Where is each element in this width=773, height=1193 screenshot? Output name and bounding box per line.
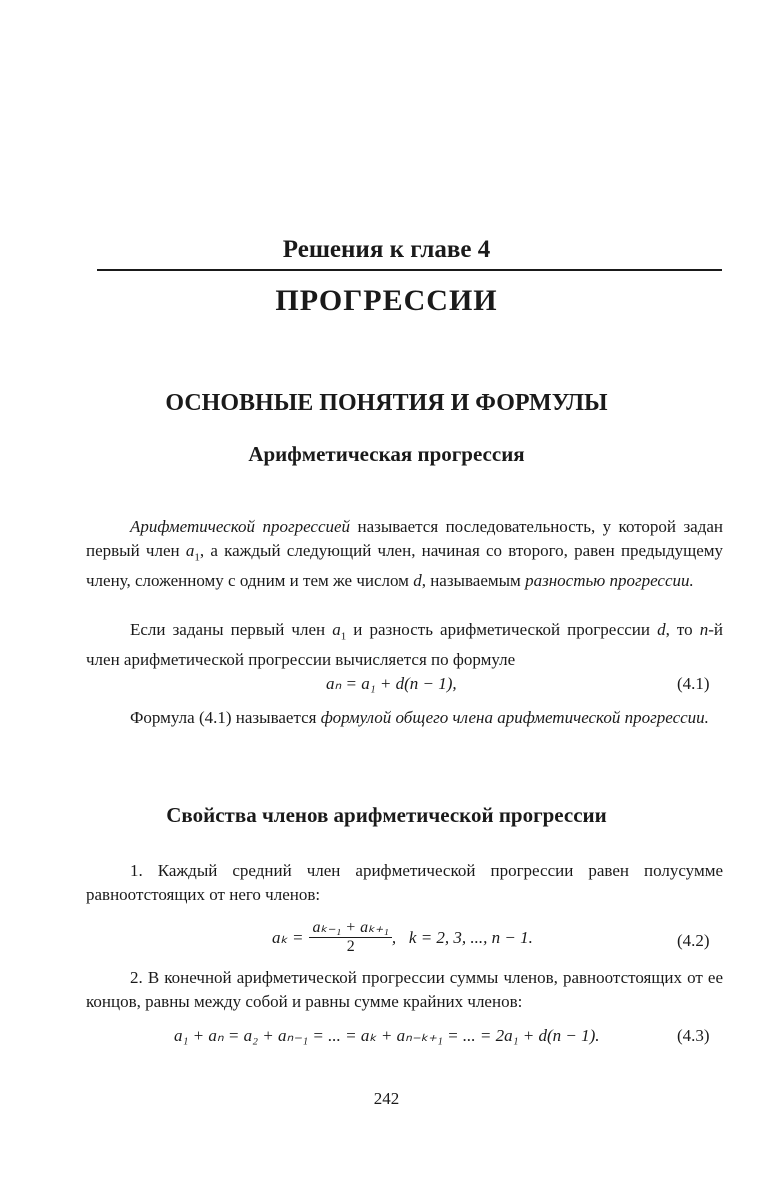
sub-1: 1 [194,551,200,564]
term-arithmetic-progression: Арифметической прогрессией [130,517,351,536]
para1-text2: , а каждый следующий член, начиная со второго, равен предыдущему члену, сложенному с одним и тем же числом [86,541,723,591]
chapter-heading: Решения к главе 4 [282,236,491,263]
var-n: n [699,620,709,639]
chapter-title: ПРОГРЕССИИ [275,284,498,317]
var-a1: a [185,541,195,560]
var-a: a [332,620,341,639]
formula-4-3-number: (4.3) [677,1026,710,1045]
section2-title: Свойства членов арифметической прогрессии [166,803,607,827]
formula-4-2-condition: , k = 2, 3, ..., n − 1. [391,927,533,947]
para3-text1: Формула (4.1) называется [130,708,321,727]
property-2: 2. В конечной арифметической прогрессии суммы членов, равноотстоящих от ее концов, равны между собой и равны сумме крайних членов: [86,968,723,1011]
formula-4-1-number: (4.1) [677,674,710,693]
paragraph-definition [86,515,723,593]
para2-text3: , то [665,620,700,639]
fraction [309,919,391,956]
paragraph-formula-intro [86,618,723,672]
heading-rule [97,269,722,271]
para1-text1: называется последовательность, у которой задан первый член [86,517,723,560]
page-number: 242 [373,1089,400,1108]
para2-text4: -й член арифметической прогрессии вычисляется по формуле [86,620,723,670]
formula-4-1: aₙ = a₁ + d(n − 1), [326,674,457,693]
fraction-numerator: aₖ₋₁ + aₖ₊₁ [309,919,391,938]
para1-text3: , называемым [421,571,526,591]
formula-4-2 [272,919,533,956]
formula-4-2-lhs: aₖ = [272,927,304,947]
para2-text1: Если заданы первый член [130,620,333,639]
var-d2: d [657,620,666,639]
var-d: d [413,571,422,591]
property-1: 1. Каждый средний член арифметической прогрессии равен полусумме равноотстоящих от него членов: [86,861,723,904]
sub-1b: 1 [340,630,347,643]
section-title: ОСНОВНЫЕ ПОНЯТИЯ И ФОРМУЛЫ [165,390,608,416]
paragraph-formula-name [86,706,723,730]
section-subtitle: Арифметическая прогрессия [248,442,525,466]
para2-text2: и разность арифметической прогрессии [346,620,658,639]
formula-4-3: a₁ + aₙ = a₂ + aₙ₋₁ = ... = aₖ + aₙ₋ₖ₊₁ = ... = 2a₁ + d(n − 1). [174,1026,600,1045]
term-general-formula: формулой общего члена арифметической прогрессии. [320,708,709,727]
fraction-denominator: 2 [346,938,355,955]
term-difference: разностью прогрессии. [525,571,694,591]
formula-4-2-number: (4.2) [677,931,710,950]
